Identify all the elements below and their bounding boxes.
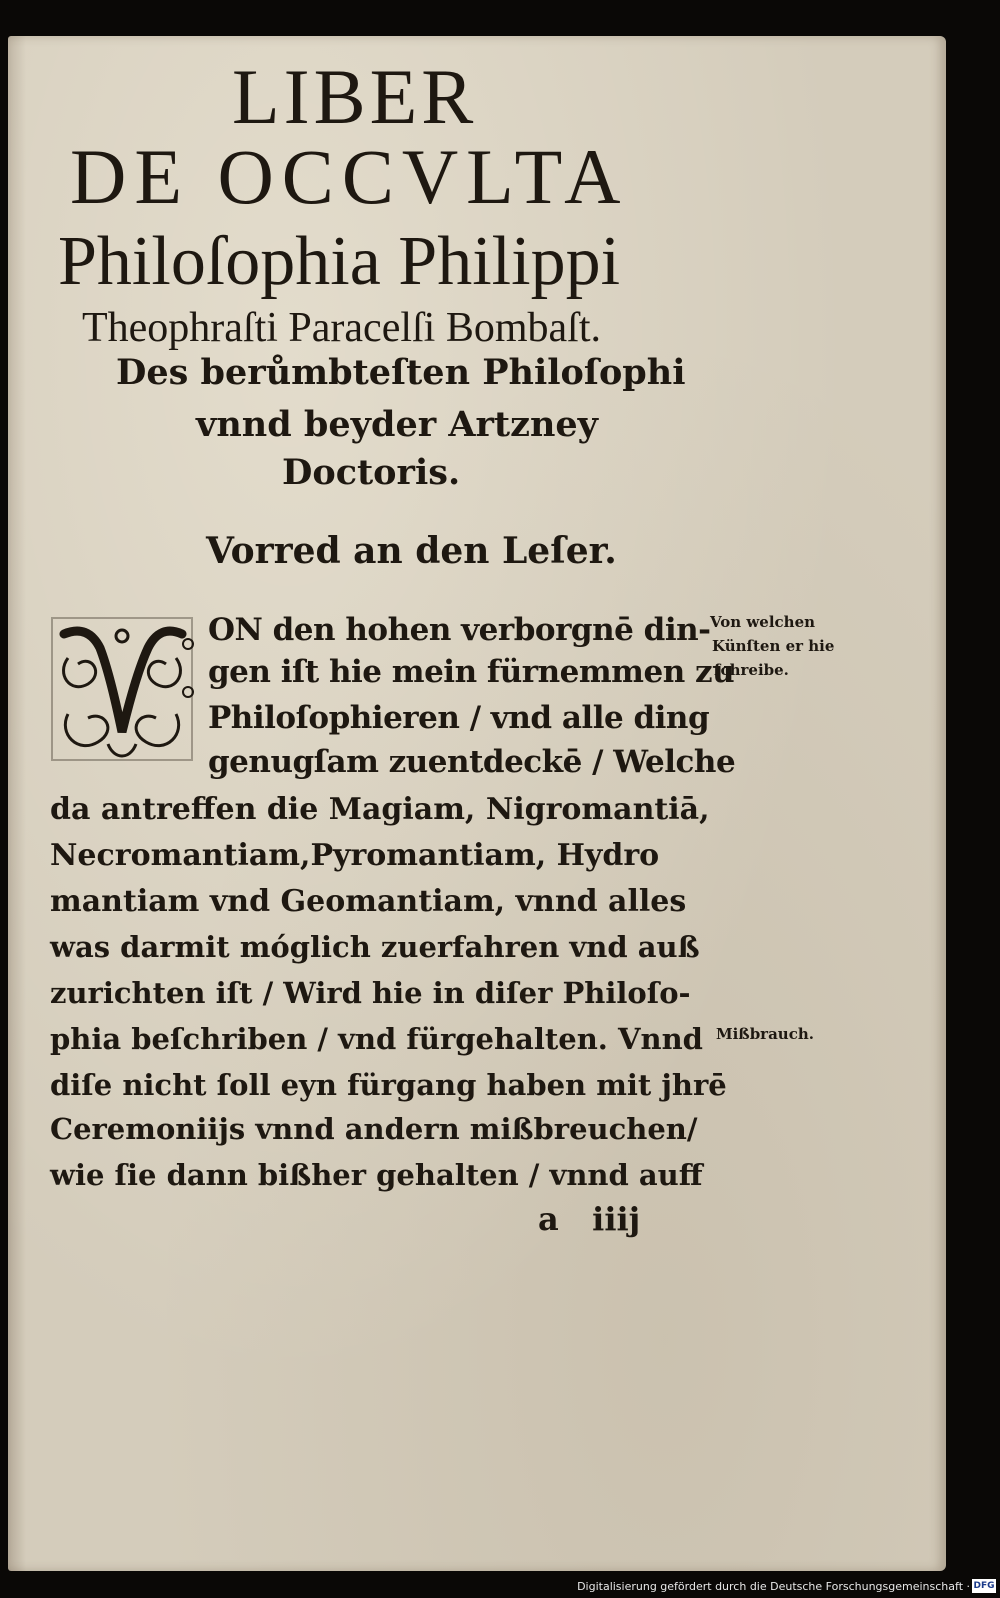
subtitle-line-2: vnnd beyder Artzney xyxy=(196,404,599,445)
title-line-3: Philoſophia Philippi xyxy=(58,223,621,300)
footer-credit: Digitalisierung gefördert durch die Deutsche Forschungsgemeinschaft · xyxy=(577,1580,970,1593)
body-line-13: wie ſie dann bißher gehalten / vnnd auff xyxy=(50,1158,703,1192)
subtitle-line-1: Des berůmbteſten Philoſophi xyxy=(116,352,686,393)
subtitle-line-3: Doctoris. xyxy=(282,452,461,493)
body-line-8: was darmit móglich zuerfahren vnd auß xyxy=(50,930,700,964)
title-line-4: Theophraſti Paracelſi Bombaſt. xyxy=(82,305,602,351)
margin-note-2: Mißbrauch. xyxy=(716,1025,814,1043)
title-line-2: DE OCCVLTA xyxy=(70,133,629,220)
body-line-12: Ceremoniijs vnnd andern mißbreuchen/ xyxy=(50,1112,698,1146)
margin-note-1-line-1: Von welchen xyxy=(710,613,816,631)
body-line-1: ON den hohen verborgnē din- xyxy=(208,612,711,648)
body-line-4: genugſam zuentdeckē / Welche xyxy=(208,744,736,780)
preface-heading: Vorred an den Leſer. xyxy=(206,530,617,572)
body-line-3: Philoſophieren / vnd alle ding xyxy=(208,700,710,736)
body-line-10: phia beſchriben / vnd fürgehalten. Vnnd xyxy=(50,1022,703,1056)
title-line-1: LIBER xyxy=(232,53,478,140)
decorated-initial-icon xyxy=(48,614,196,764)
margin-note-1-line-3: ſchreibe. xyxy=(714,661,789,679)
signature-mark: a iiij xyxy=(538,1200,641,1238)
dfg-logo: DFG xyxy=(973,1581,995,1591)
body-line-11: diſe nicht ſoll eyn fürgang haben mit jhrē xyxy=(50,1068,727,1102)
body-line-9: zurichten iſt / Wird hie in diſer Philoſo- xyxy=(50,976,691,1010)
margin-note-1-line-2: Künſten er hie xyxy=(712,637,835,655)
body-line-6: Necromantiam,Pyromantiam, Hydro xyxy=(50,838,660,873)
body-line-2: gen iſt hie mein fürnemmen zu xyxy=(208,654,735,690)
body-line-5: da antreffen die Magiam, Nigromantiā, xyxy=(50,792,710,827)
body-line-7: mantiam vnd Geomantiam, vnnd alles xyxy=(50,884,687,919)
